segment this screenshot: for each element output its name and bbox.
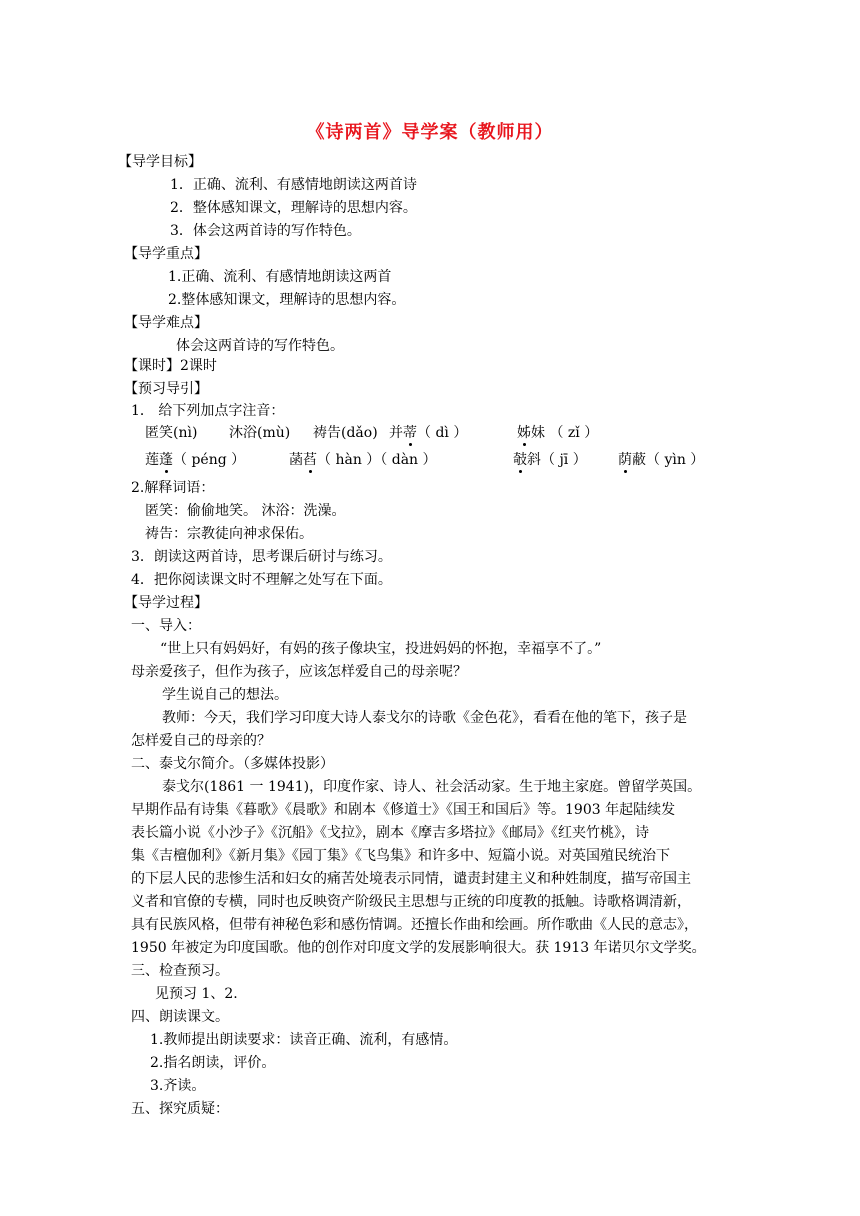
pinyin-item: 沐浴(mù)	[229, 425, 291, 441]
pinyin-item	[145, 450, 245, 470]
hours-line: 【课时】2课时	[124, 358, 217, 374]
pinyin-answer: 妹 （ zǐ ）	[531, 425, 599, 441]
bio-line: 集《吉檀伽利》《新月集》《园丁集》《飞鸟集》和许多中、短篇小说。对英国殖民统治下	[131, 848, 670, 864]
key-points-heading: 【导学重点】	[124, 246, 208, 262]
reading-item: 3.齐读。	[150, 1078, 206, 1094]
student-note: 学生说自己的想法。	[162, 687, 288, 703]
difficulty-heading: 【导学难点】	[124, 315, 208, 331]
intro-quote: “世上只有妈妈好，有妈的孩子像块宝，投进妈妈的怀抱，幸福享不了。”	[160, 641, 602, 657]
definition-line: 祷告：宗教徒向神求保佑。	[145, 526, 313, 542]
bio-line: 1950 年被定为印度国歌。他的创作对印度文学的发展影响很大。获 1913 年诺贝尔文学奖。	[131, 940, 706, 956]
pinyin-char: 并	[389, 425, 403, 441]
pinyin-answer: （ hàn ）（ dàn ）	[317, 452, 437, 468]
pinyin-answer: （ péng ）	[173, 452, 246, 468]
pinyin-item	[517, 423, 598, 443]
definition-line: 匿笑：偷偷地笑。 沐浴：洗澡。	[145, 503, 346, 519]
section-heading: 三、检查预习。	[131, 963, 229, 979]
goals-heading: 【导学目标】	[118, 154, 202, 170]
bio-line: 泰戈尔(1861 一 1941)，印度作家、诗人、社会活动家。生于地主家庭。曾留学英国。	[162, 779, 702, 795]
dotted-char: 萏	[303, 452, 317, 468]
pinyin-char: 菡	[289, 452, 303, 468]
document-title: 《诗两首》导学案（教师用）	[306, 122, 554, 143]
section-text: 见预习 1、2.	[155, 986, 238, 1002]
dotted-char: 蒂	[403, 425, 417, 441]
bio-line: 具有民族风格，但带有神秘色彩和感伤情调。还擅长作曲和绘画。所作歌曲《人民的意志》，	[131, 917, 698, 933]
reading-item: 2.指名朗读，评价。	[150, 1055, 276, 1071]
preview-question-1: 1． 给下列加点字注音：	[131, 403, 285, 419]
pinyin-item	[389, 423, 467, 443]
section-heading: 五、探究质疑：	[131, 1101, 229, 1117]
preview-question-3: 3．朗读这两首诗，思考课后研讨与练习。	[131, 549, 392, 565]
section-heading: 四、朗读课文。	[131, 1009, 229, 1025]
pinyin-item	[289, 450, 437, 470]
process-heading: 【导学过程】	[124, 595, 208, 611]
bio-line: 早期作品有诗集《暮歌》《晨歌》和剧本《修道士》《国王和国后》等。1903 年起陆续发	[131, 802, 676, 818]
dotted-char: 荫	[618, 452, 632, 468]
preview-heading: 【预习导引】	[124, 381, 208, 397]
goal-item: 3．体会这两首诗的写作特色。	[170, 223, 361, 239]
pinyin-answer: 斜（ jī ）	[527, 452, 587, 468]
bio-line: 的下层人民的悲惨生活和妇女的痛苦处境表示同情，谴责封建主义和种姓制度，描写帝国主	[131, 871, 691, 887]
goal-item: 2．整体感知课文，理解诗的思想内容。	[170, 200, 417, 216]
goal-item: 1．正确、流利、有感情地朗读这两首诗	[170, 177, 417, 193]
pinyin-item: 匿笑(nì)	[145, 425, 198, 441]
dotted-char: 攲	[513, 452, 527, 468]
section-heading: 一、导入：	[131, 618, 201, 634]
preview-question-4: 4．把你阅读课文时不理解之处写在下面。	[131, 572, 392, 588]
reading-item: 1.教师提出朗读要求：读音正确、流利，有感情。	[150, 1032, 458, 1048]
section-heading: 二、泰戈尔简介。（多媒体投影）	[131, 756, 334, 772]
teacher-line: 教师：今天，我们学习印度大诗人泰戈尔的诗歌《金色花》，看看在他的笔下，孩子是	[162, 710, 687, 726]
bio-line: 表长篇小说《小沙子》《沉船》《戈拉》，剧本《摩吉多塔拉》《邮局》《红夹竹桃》，诗	[131, 825, 649, 841]
intro-question: 母亲爱孩子，但作为孩子，应该怎样爱自己的母亲呢？	[131, 664, 467, 680]
key-point-item: 1.正确、流利、有感情地朗读这两首	[168, 269, 392, 285]
preview-question-2: 2.解释词语：	[131, 480, 215, 496]
pinyin-char: 莲	[145, 452, 159, 468]
difficulty-text: 体会这两首诗的写作特色。	[176, 338, 344, 354]
pinyin-item: 祷告(dǎo)	[313, 425, 378, 441]
key-point-item: 2.整体感知课文，理解诗的思想内容。	[168, 292, 406, 308]
pinyin-answer: （ dì ）	[417, 425, 468, 441]
pinyin-item	[618, 450, 704, 470]
pinyin-item	[513, 450, 587, 470]
teacher-line: 怎样爱自己的母亲的？	[131, 733, 271, 749]
dotted-char: 姊	[517, 425, 531, 441]
bio-line: 义者和官僚的专横，同时也反映资产阶级民主思想与正统的印度教的抵触。诗歌格调清新，	[131, 894, 691, 910]
dotted-char: 蓬	[159, 452, 173, 468]
pinyin-answer: 蔽（ yìn ）	[632, 452, 705, 468]
